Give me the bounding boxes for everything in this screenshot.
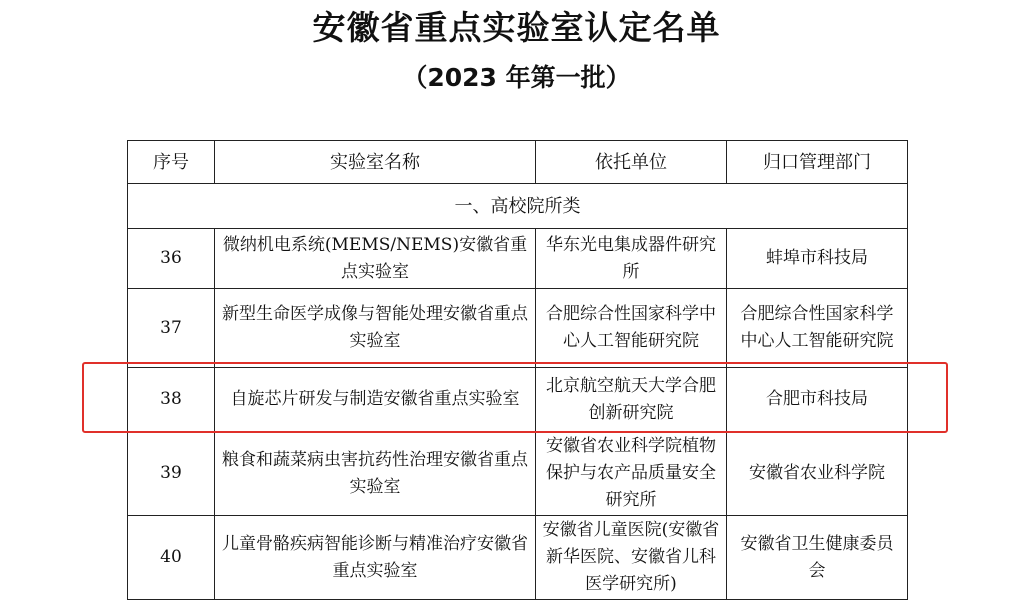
document-subtitle: （2023 年第一批） <box>402 63 631 92</box>
cell-host-unit: 合肥综合性国家科学中心人工智能研究院 <box>536 289 727 368</box>
document-title: 安徽省重点实验室认定名单 <box>312 8 721 47</box>
lab-list-table <box>127 140 908 600</box>
cell-dept: 合肥市科技局 <box>727 368 908 432</box>
cell-serial: 36 <box>128 229 215 289</box>
cell-host-unit: 华东光电集成器件研究所 <box>536 229 727 289</box>
header-serial: 序号 <box>128 141 215 184</box>
category-row <box>128 184 908 229</box>
cell-lab-name: 儿童骨骼疾病智能诊断与精准治疗安徽省重点实验室 <box>215 516 536 600</box>
category-label: 一、高校院所类 <box>128 184 908 229</box>
cell-dept: 安徽省卫生健康委员会 <box>727 516 908 600</box>
cell-lab-name: 粮食和蔬菜病虫害抗药性治理安徽省重点实验室 <box>215 432 536 516</box>
cell-host-unit: 安徽省儿童医院(安徽省新华医院、安徽省儿科医学研究所) <box>536 516 727 600</box>
cell-serial: 38 <box>128 368 215 432</box>
cell-lab-name: 自旋芯片研发与制造安徽省重点实验室 <box>215 368 536 432</box>
cell-serial: 39 <box>128 432 215 516</box>
table-row <box>128 229 908 289</box>
cell-serial: 40 <box>128 516 215 600</box>
cell-lab-name: 新型生命医学成像与智能处理安徽省重点实验室 <box>215 289 536 368</box>
table-row <box>128 289 908 368</box>
table-row <box>128 432 908 516</box>
cell-host-unit: 安徽省农业科学院植物保护与农产品质量安全研究所 <box>536 432 727 516</box>
table-header-row <box>128 141 908 184</box>
header-dept: 归口管理部门 <box>727 141 908 184</box>
cell-lab-name: 微纳机电系统(MEMS/NEMS)安徽省重点实验室 <box>215 229 536 289</box>
cell-dept: 蚌埠市科技局 <box>727 229 908 289</box>
cell-host-unit: 北京航空航天大学合肥创新研究院 <box>536 368 727 432</box>
header-lab-name: 实验室名称 <box>215 141 536 184</box>
cell-serial: 37 <box>128 289 215 368</box>
cell-dept: 安徽省农业科学院 <box>727 432 908 516</box>
cell-dept: 合肥综合性国家科学中心人工智能研究院 <box>727 289 908 368</box>
table-row <box>128 368 908 432</box>
table-row <box>128 516 908 600</box>
header-host-unit: 依托单位 <box>536 141 727 184</box>
